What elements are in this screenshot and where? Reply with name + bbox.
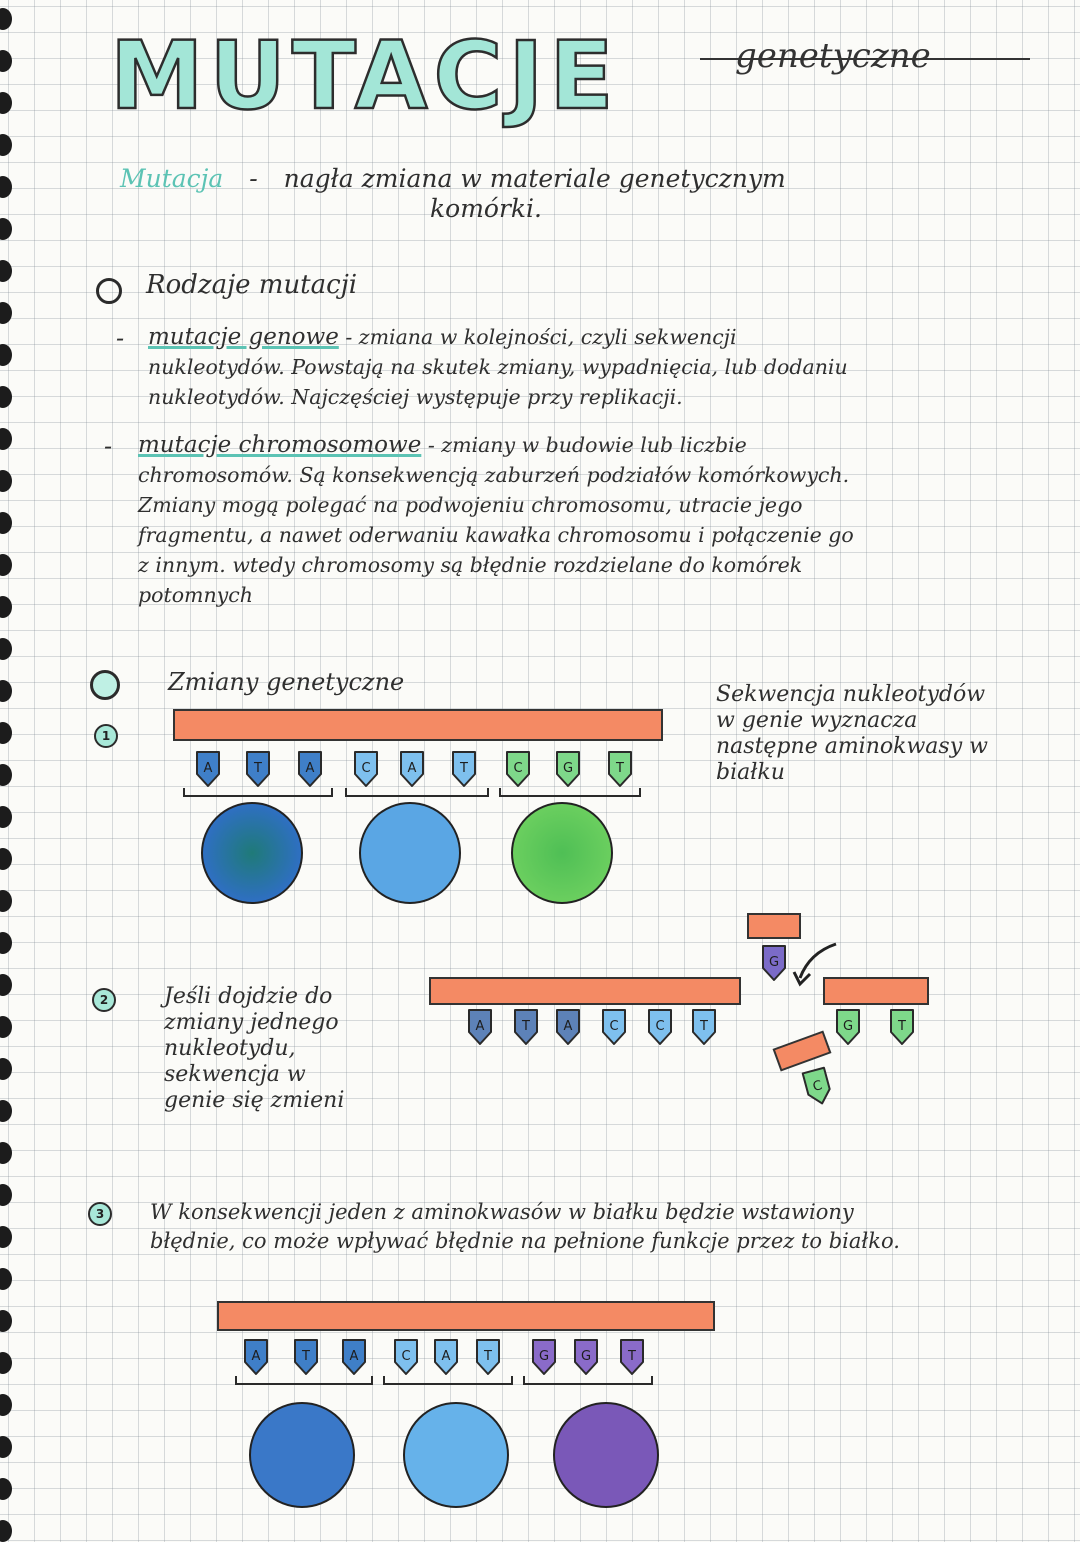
- nucleotide-letter: C: [401, 1349, 411, 1364]
- nucleotide-letter: C: [811, 1078, 824, 1095]
- nucleotide-letter: A: [475, 1019, 485, 1034]
- nucleotide-letter: A: [251, 1349, 261, 1364]
- nucleotide: [247, 752, 269, 786]
- nucleotide: [355, 752, 377, 786]
- nucleotide: [891, 1010, 913, 1044]
- note-change: Jeśli dojdzie do zmiany jednego nukleotydu, sekwencja w genie się zmieni: [164, 984, 345, 1113]
- nucleotide-letter: G: [538, 1349, 550, 1364]
- definition-term: Mutacja: [120, 164, 224, 193]
- nucleotide: [507, 752, 529, 786]
- nucleotide: [435, 1340, 457, 1374]
- note-consequence: W konsekwencji jeden z aminokwasów w białku będzie wstawiony błędnie, co może wpływać błędnie na pełnione funkcje przez to białko.: [150, 1200, 900, 1253]
- amino-acid: [512, 803, 612, 903]
- codon-bracket: [500, 788, 640, 796]
- nucleotide: [395, 1340, 417, 1374]
- amino-acid: [360, 803, 460, 903]
- nucleotide: [649, 1010, 671, 1044]
- dna-strand: [430, 978, 740, 1004]
- nucleotide: [245, 1340, 267, 1374]
- dna-strand: [174, 710, 662, 740]
- nucleotide-letter: T: [898, 1019, 906, 1034]
- nucleotide-letter: G: [562, 761, 574, 776]
- nucleotide: [575, 1340, 597, 1374]
- nucleotide: [469, 1010, 491, 1044]
- dash-icon: -: [116, 324, 125, 352]
- nucleotide: [837, 1010, 859, 1044]
- nucleotide-letter: A: [203, 761, 213, 776]
- nucleotide-letter: A: [407, 761, 417, 776]
- nucleotide-letter: A: [305, 761, 315, 776]
- codon-bracket: [524, 1376, 652, 1384]
- step-number-3: 3: [88, 1202, 112, 1226]
- page-subtitle: genetyczne: [735, 36, 931, 76]
- codon-bracket: [184, 788, 332, 796]
- gene-mutations-text: - zmiana w kolejności, czyli sekwencji nukleotydów. Powstają na skutek zmiany, wypadnięcia, lub dodaniu nukleotydów. Najczęściej występuje przy replikacji.: [148, 325, 848, 409]
- heading-types: Rodzaje mutacji: [146, 270, 358, 300]
- heading-changes: Zmiany genetyczne: [168, 668, 405, 696]
- nucleotide: [609, 752, 631, 786]
- nucleotide: [693, 1010, 715, 1044]
- page-title: MUTACJE: [110, 22, 620, 131]
- codon-bracket: [346, 788, 488, 796]
- definition-line1: nagła zmiana w materiale genetycznym: [283, 164, 786, 193]
- nucleotide-letter: A: [563, 1019, 573, 1034]
- amino-acid: [202, 803, 302, 903]
- nucleotide-letter: T: [522, 1019, 530, 1034]
- nucleotide-letter: A: [349, 1349, 359, 1364]
- nucleotide-letter: C: [655, 1019, 665, 1034]
- nucleotide: [557, 752, 579, 786]
- nucleotide: [401, 752, 423, 786]
- nucleotide-letter: G: [842, 1019, 854, 1034]
- nucleotide-letter: T: [484, 1349, 492, 1364]
- dna-strand: [774, 1032, 830, 1070]
- nucleotide: [803, 1068, 833, 1107]
- chromosome-mutations-text: - zmiany w budowie lub liczbie chromosomów. Są konsekwencją zaburzeń podziałów komórkowych. Zmiany mogą polegać na podwojeniu chromosomu, utracie jego fragmentu, a nawet oderwaniu kawałka chromosomu i połączenie go z innym. wtedy chromosomy są błędnie rozdzielane do komórek potomnych: [138, 433, 854, 607]
- nucleotide-letter: T: [700, 1019, 708, 1034]
- nucleotide-letter: T: [616, 761, 624, 776]
- codon-bracket: [236, 1376, 372, 1384]
- nucleotide: [197, 752, 219, 786]
- nucleotide: [621, 1340, 643, 1374]
- nucleotide: [557, 1010, 579, 1044]
- dash-icon: -: [104, 432, 113, 460]
- arrow-icon: [800, 944, 836, 978]
- nucleotide: [477, 1340, 499, 1374]
- dna-strand: [824, 978, 928, 1004]
- nucleotide: [453, 752, 475, 786]
- nucleotide: [295, 1340, 317, 1374]
- gene-mutations-term: mutacje genowe: [148, 324, 339, 350]
- nucleotide-letter: C: [609, 1019, 619, 1034]
- nucleotide-letter: T: [254, 761, 262, 776]
- nucleotide: [533, 1340, 555, 1374]
- nucleotide: [299, 752, 321, 786]
- amino-acid: [554, 1403, 658, 1507]
- nucleotide-letter: C: [361, 761, 371, 776]
- amino-acid: [250, 1403, 354, 1507]
- nucleotide-letter: T: [302, 1349, 310, 1364]
- amino-acid: [404, 1403, 508, 1507]
- nucleotide-letter: G: [768, 955, 780, 970]
- step-number-1: 1: [94, 724, 118, 748]
- nucleotide: [763, 946, 785, 980]
- definition-separator: -: [249, 164, 258, 193]
- nucleotide: [603, 1010, 625, 1044]
- nucleotide-letter: T: [460, 761, 468, 776]
- note-sequence: Sekwencja nukleotydów w genie wyznacza następne aminokwasy w białku: [716, 682, 988, 785]
- definition-line2: komórki.: [430, 194, 542, 223]
- dna-strand: [218, 1302, 714, 1330]
- nucleotide-letter: C: [513, 761, 523, 776]
- nucleotide: [515, 1010, 537, 1044]
- nucleotide-letter: A: [441, 1349, 451, 1364]
- nucleotide: [343, 1340, 365, 1374]
- chromosome-mutations-term: mutacje chromosomowe: [138, 432, 422, 458]
- dna-strand: [748, 914, 800, 938]
- nucleotide-letter: T: [628, 1349, 636, 1364]
- step-number-2: 2: [92, 988, 116, 1012]
- nucleotide-letter: G: [580, 1349, 592, 1364]
- codon-bracket: [384, 1376, 512, 1384]
